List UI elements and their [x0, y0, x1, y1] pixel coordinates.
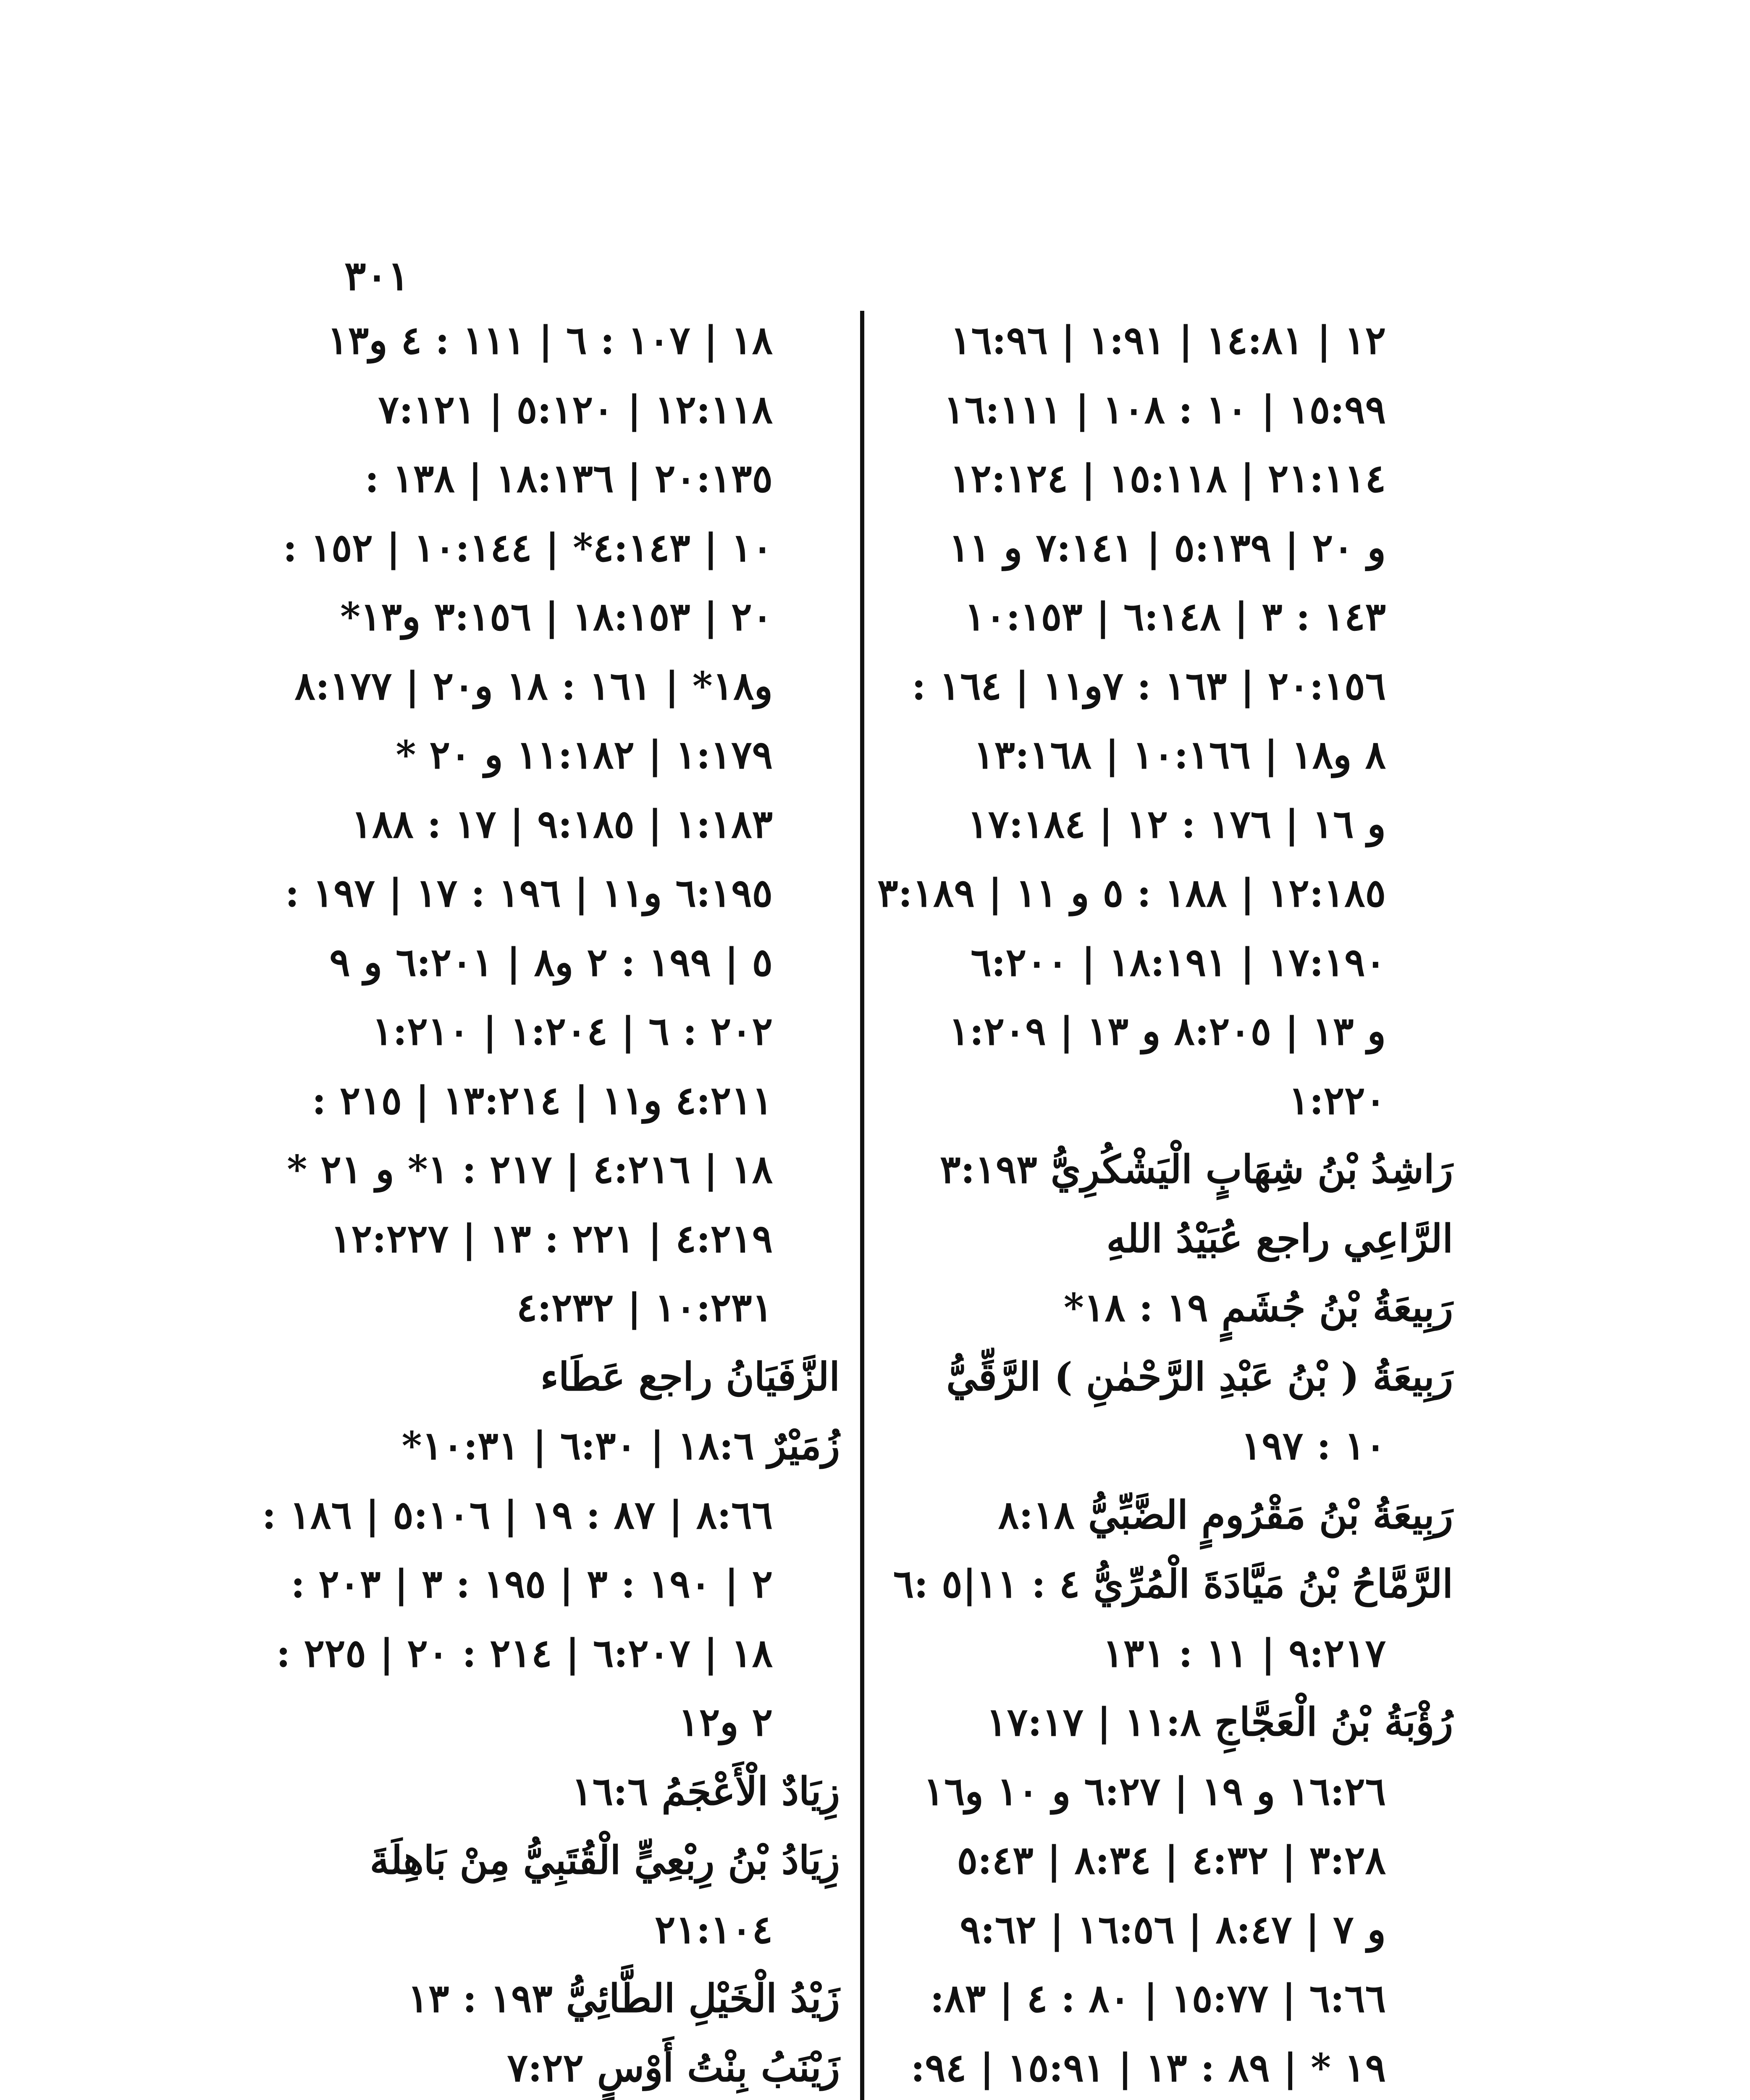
index-entry-references: ١٧:١٩٠ | ١٨:١٩١ | ٦:٢٠٠: [971, 939, 1386, 985]
index-entry-references: ٦:١٩٥ و١١ | ١٩٦ : ١٧ | ١٩٧ :: [285, 870, 773, 916]
index-entry-references: ١:٢٢٠: [1288, 1077, 1386, 1123]
index-entry-references: و ١٦ | ١٧٦ : ١٢ | ١٧:١٨٤: [967, 801, 1386, 847]
index-entry-heading: الرَّمَّاحُ بْنُ مَيَّادَةَ الْمُرِّيُّ ٤ : ١١|٥ :٦: [893, 1561, 1453, 1606]
index-entry-references: ٢١:١١٤ | ١٥:١١٨ | ١٢:١٢٤: [950, 456, 1386, 501]
index-entry-references: ٨:٦٦ | ٨٧ : ١٩ | ٥:١٠٦ | ١٨٦ :: [262, 1492, 773, 1538]
right-column: [877, 306, 1453, 2100]
index-entry-references: و ٧ | ٨:٤٧ | ١٦:٥٦ | ٩:٦٢: [960, 1906, 1386, 1952]
index-entry-heading: الزَّفَيَانُ راجع عَطَاء: [540, 1354, 840, 1399]
index-entry-heading: زَيْنَبُ بِنْتُ أَوْسٍ ٧:٢٢: [507, 2045, 840, 2090]
index-entry-references: ٢ و١٢: [678, 1699, 773, 1745]
index-entry-references: ١٢ | ١٤:٨١ | ١:٩١ | ١٦:٩٦: [950, 318, 1386, 363]
index-entry-references: ٥ | ١٩٩ : ٢ و٨ | ٦:٢٠١ و ٩: [329, 939, 773, 985]
index-entry-references: و ١٣ | ٨:٢٠٥ و ١٣ | ١:٢٠٩: [949, 1008, 1386, 1054]
index-entry-references: ١٨ | ٤:٢١٦ | ٢١٧ : ١* و ٢١ *: [287, 1147, 773, 1192]
index-entry-references: ١٢:١١٨ | ٥:١٢٠ | ٧:١٢١: [378, 386, 773, 432]
index-entry-references: ١٠:٢٣١ | ٤:٢٣٢: [516, 1285, 773, 1330]
index-entry-references: ٢٠٢ : ٦ | ١:٢٠٤ | ١:٢١٠: [372, 1008, 773, 1054]
index-entry-references: ٢٠:١٣٥ | ١٨:١٣٦ | ١٣٨ :: [365, 456, 773, 501]
index-entry-references: ٦:٦٦ | ١٥:٧٧ | ٨٠ : ٤ | ٨٣:: [930, 1976, 1386, 2021]
index-entry-heading: رَبِيعَةُ بْنُ جُشَمٍ ١٩ : ١٨*: [1063, 1285, 1453, 1330]
index-entry-references: ٣:٢٨ | ٤:٣٢ | ٨:٣٤ | ٥:٤٣: [957, 1838, 1386, 1883]
index-entry-references: ٢٠:١٥٦ | ١٦٣ : ٧و١١ | ١٦٤ :: [911, 663, 1386, 709]
index-entry-heading: زِيَادٌ الْأَعْجَمُ ١٦:٦: [572, 1768, 840, 1814]
index-entry-heading: رُؤْبَةُ بْنُ الْعَجَّاجِ ١١:٨ | ١٧:١٧: [986, 1699, 1453, 1745]
index-entry-references: ١٨ | ١٠٧ : ٦ | ١١١ : ٤ و١٣: [327, 318, 773, 363]
index-entry-references: ٢ | ١٩٠ : ٣ | ١٩٥ : ٣ | ٢٠٣ :: [291, 1561, 773, 1606]
index-entry-references: و ٢٠ | ٥:١٣٩ | ٧:١٤١ و ١١: [949, 525, 1386, 570]
index-entry-references: ١٤٣ : ٣ | ٦:١٤٨ | ١٠:١٥٣: [964, 594, 1386, 639]
index-entry-references: ٤:٢١٩ | ٢٢١ : ١٣ | ١٢:٢٢٧: [331, 1215, 773, 1261]
index-entry-references: ١٢:١٨٥ | ١٨٨ : ٥ و ١١ | ٣:١٨٩: [877, 870, 1386, 916]
index-entry-references: ١٥:٩٩ | ١٠ : ١٠٨ | ١٦:١١١: [944, 386, 1386, 432]
index-entry-references: ٩:٢١٧ | ١١ : ١٣١: [1102, 1630, 1386, 1676]
index-entry-references: ٨ و١٨ | ١٠:١٦٦ | ١٣:١٦٨: [973, 732, 1386, 777]
index-entry-references: و١٨* | ١٦١ : ١٨ و٢٠ | ٨:١٧٧: [294, 663, 773, 709]
index-entry-references: ١٦:٢٦ و ١٩ | ٦:٢٧ و ١٠ و١٦: [923, 1768, 1386, 1814]
index-entry-references: ١٠ | ٤:١٤٣* | ١٠:١٤٤ | ١٥٢ :: [283, 525, 773, 570]
index-entry-references: ١٩ * | ٨٩ : ١٣ | ١٥:٩١ | ٩٤:: [910, 2045, 1386, 2090]
index-entry-heading: زِيَادُ بْنُ رِبْعِيٍّ الْقُتَبِيُّ مِنْ بَاهِلَةَ: [370, 1838, 840, 1883]
left-column: [262, 306, 840, 2100]
column-divider: [860, 311, 864, 2100]
index-entry-heading: زُمَيْرٌ ١٨:٦ | ٦:٣٠ | ١٠:٣١*: [401, 1423, 840, 1468]
index-entry-heading: رَبِيعَةُ ( بْنُ عَبْدِ الرَّحْمٰنِ ) الرَّقِّيُّ: [946, 1354, 1453, 1399]
index-entry-references: ١:١٨٣ | ٩:١٨٥ | ١٧ : ١٨٨: [351, 801, 773, 847]
index-entry-heading: الرَّاعِي راجع عُبَيْدُ اللهِ: [1106, 1215, 1453, 1261]
index-entry-references: ٢٠ | ١٨:١٥٣ | ٣:١٥٦ و١٣*: [340, 594, 773, 639]
index-entry-references: ٤:٢١١ و١١ | ١٣:٢١٤ | ٢١٥ :: [312, 1077, 773, 1123]
index-entry-references: ٢١:١٠٤: [654, 1906, 773, 1952]
index-entry-heading: زَيْدُ الْخَيْلِ الطَّائِيُّ ١٩٣ : ١٣: [407, 1976, 840, 2021]
page-number: ٣٠١: [344, 252, 409, 299]
index-entry-references: ١:١٧٩ | ١١:١٨٢ و ٢٠ *: [396, 732, 773, 777]
index-entry-references: ١٨ | ٦:٢٠٧ | ٢١٤ : ٢٠ | ٢٢٥ :: [276, 1630, 773, 1676]
index-entry-heading: رَبِيعَةُ بْنُ مَقْرُومٍ الضَّبِّيُّ ٨:١٨: [998, 1492, 1453, 1538]
index-entry-references: ١٠ : ١٩٧: [1241, 1423, 1386, 1468]
index-entry-heading: رَاشِدُ بْنُ شِهَابٍ الْيَشْكُرِيُّ ٣:١٩٣: [940, 1147, 1453, 1192]
